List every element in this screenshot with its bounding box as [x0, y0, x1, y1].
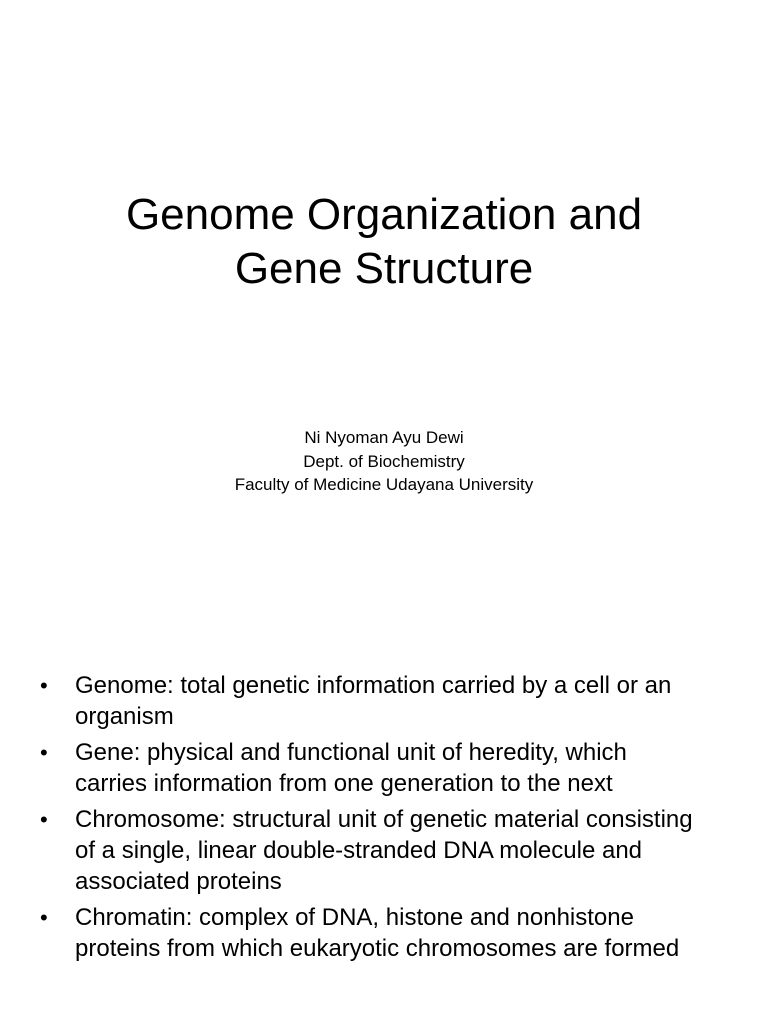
bullet-text-line: Chromatin: complex of DNA, histone and nonhistone: [75, 904, 634, 931]
bullet-text: [75, 737, 752, 799]
bullet-dot-icon: •: [40, 740, 48, 765]
slide-title: [0, 188, 768, 296]
bullet-item-gene: [40, 737, 752, 799]
bullet-text-line: Chromosome: structural unit of genetic material consisting: [75, 806, 693, 833]
author-block: [0, 426, 768, 497]
bullet-text: [75, 670, 752, 732]
bullet-text-line: associated proteins: [75, 868, 282, 895]
bullet-dot-icon: •: [40, 807, 48, 832]
bullet-text-line: carries information from one generation to the next: [75, 770, 613, 797]
bullet-item-chromosome: [40, 804, 752, 897]
bullet-text-line: of a single, linear double-stranded DNA molecule and: [75, 837, 643, 864]
bullet-text: [75, 902, 752, 964]
bullet-item-chromatin: [40, 902, 752, 964]
bullet-text-line: organism: [75, 703, 174, 730]
bullet-text-line: Gene: physical and functional unit of heredity, which: [75, 739, 627, 766]
author-faculty: Faculty of Medicine Udayana University: [234, 475, 534, 494]
bullet-item-genome: [40, 670, 752, 732]
bullet-text-line: proteins from which eukaryotic chromosomes are formed: [75, 935, 680, 962]
bullet-text: [75, 804, 752, 897]
bullet-dot-icon: •: [40, 905, 48, 930]
slide-title-line-2: Gene Structure: [234, 244, 534, 293]
bullet-text-line: Genome: total genetic information carried by a cell or an: [75, 672, 672, 699]
slide-title-line-1: Genome Organization and: [125, 190, 643, 239]
bullet-dot-icon: •: [40, 673, 48, 698]
definition-bullet-list: [40, 670, 752, 969]
author-name: Ni Nyoman Ayu Dewi: [304, 428, 464, 447]
author-department: Dept. of Biochemistry: [303, 451, 465, 471]
